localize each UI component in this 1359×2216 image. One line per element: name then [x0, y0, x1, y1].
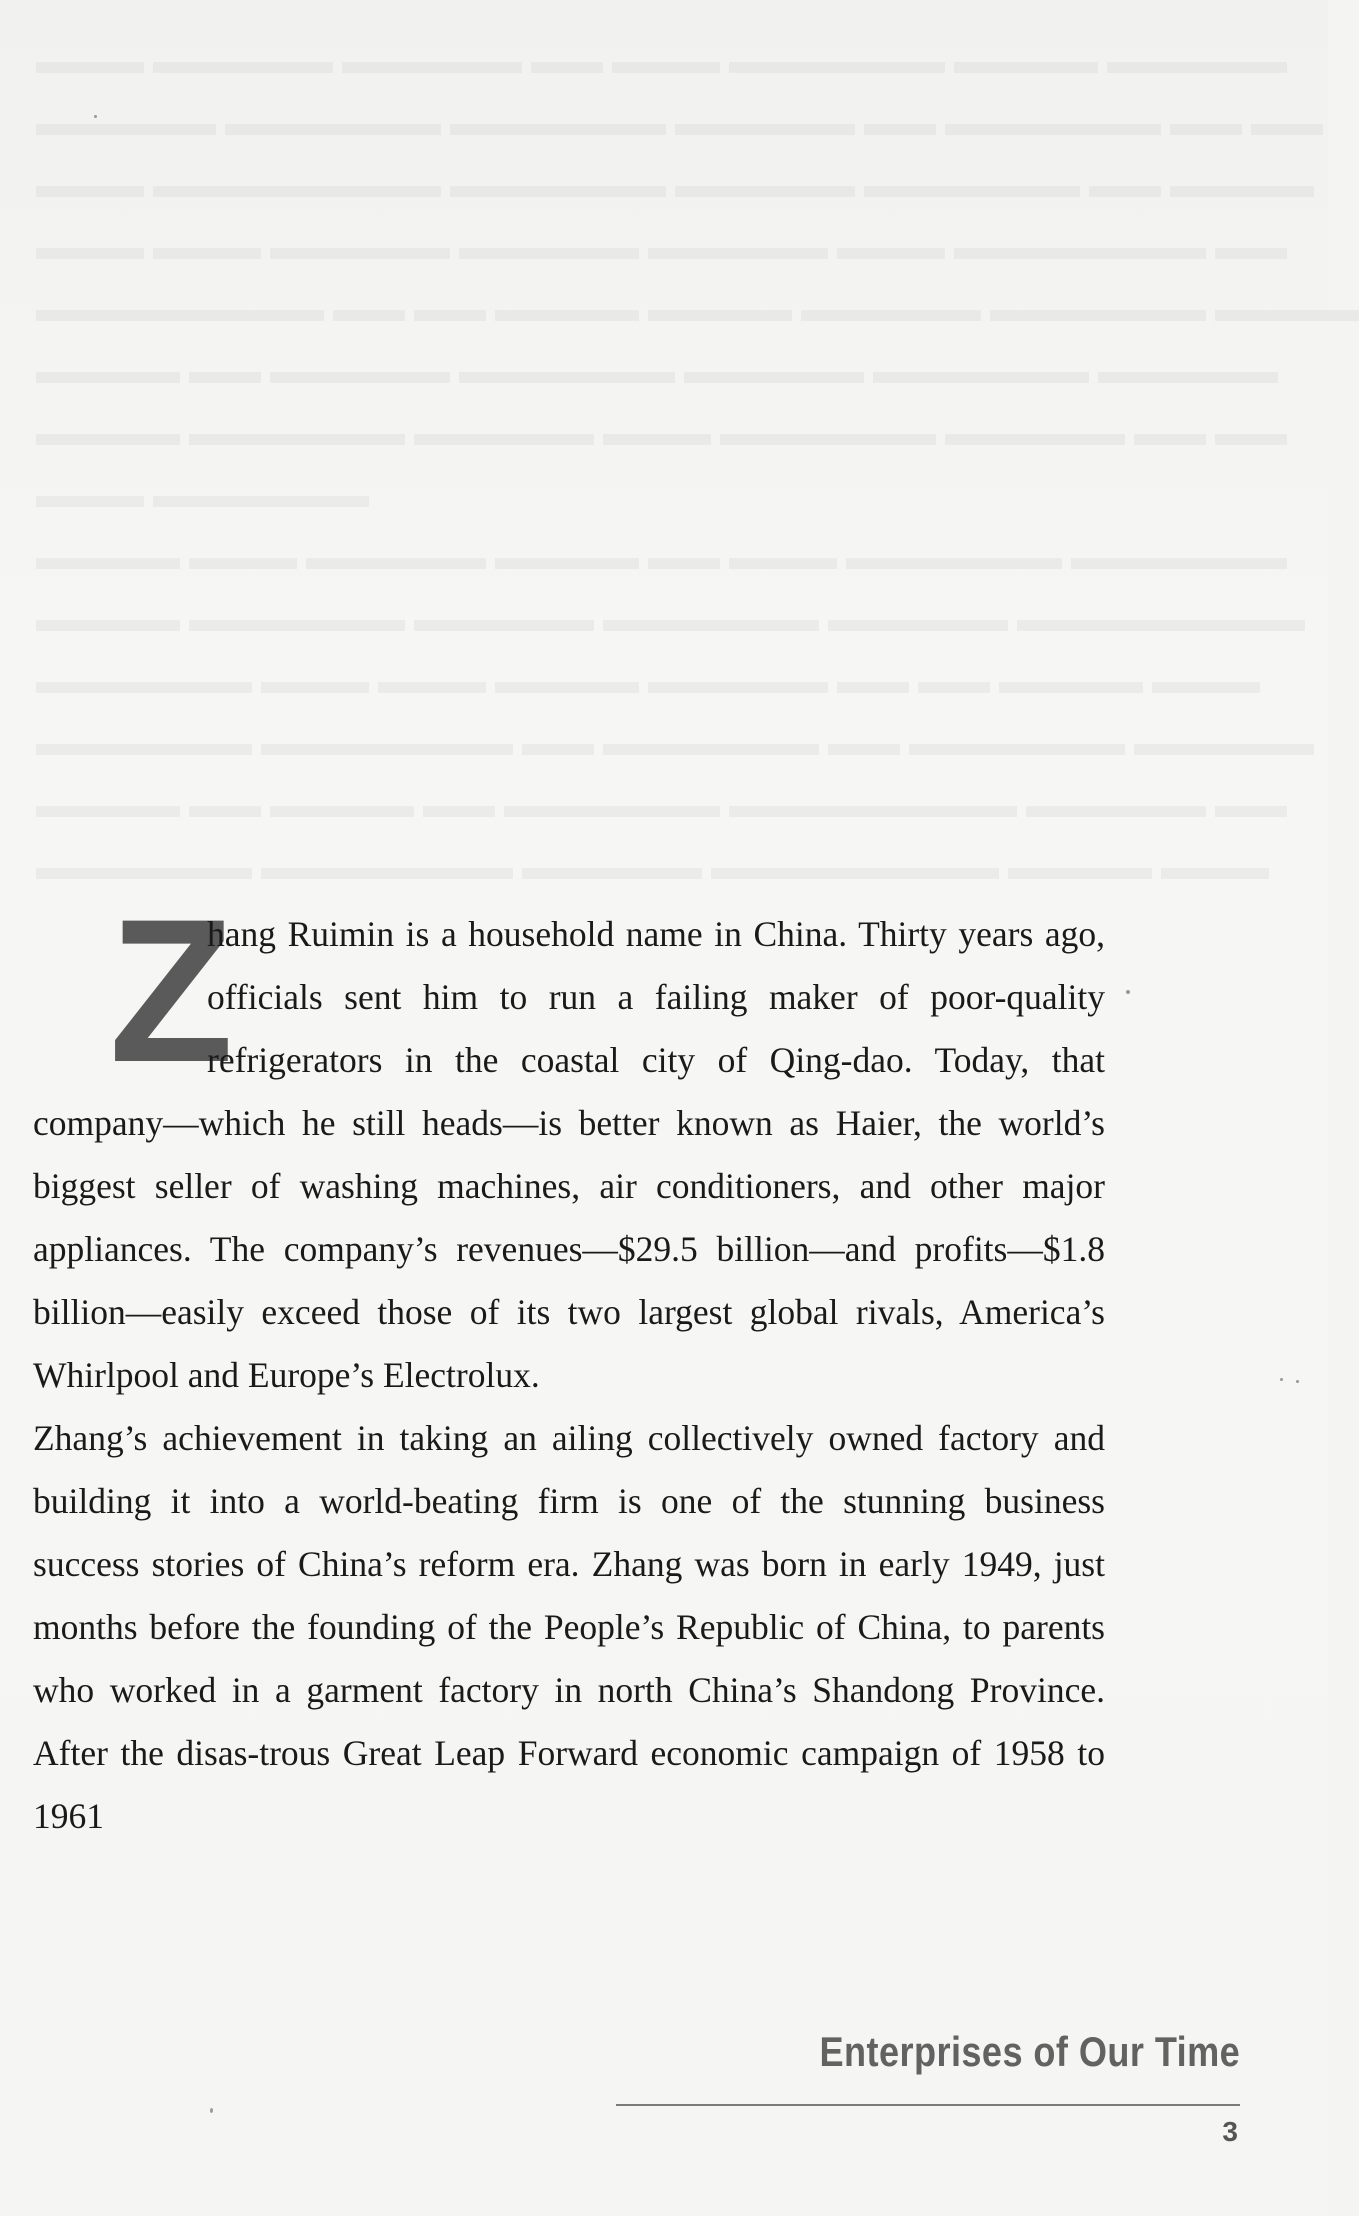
- main-text: [33, 877, 1105, 1848]
- running-footer-title: Enterprises of Our Time: [819, 2028, 1240, 2075]
- footer-divider: [616, 2104, 1240, 2106]
- page-number: 3: [1222, 2116, 1238, 2147]
- show-through-background: ▬▬▬ ▬▬▬▬▬ ▬▬▬▬▬ ▬▬ ▬▬▬ ▬▬▬▬▬▬ ▬▬▬▬ ▬▬▬▬▬ ▬▬▬▬▬ ▬▬▬▬▬▬ ▬▬▬▬▬▬ ▬▬▬▬▬ ▬▬ ▬▬▬▬▬▬ ▬▬ ▬▬ ▬▬▬ ▬▬▬▬▬▬▬▬ ▬▬▬▬▬▬ ▬▬▬▬▬ ▬▬▬▬▬▬ ▬▬ ▬▬▬▬ ▬▬▬ ▬▬▬ ▬▬▬▬▬ ▬▬▬▬▬ ▬▬▬▬▬ ▬▬▬ ▬▬▬▬▬▬▬ ▬▬ ▬▬▬▬▬▬▬▬ ▬▬ ▬▬ ▬▬▬▬ ▬▬▬▬ ▬▬▬▬▬ ▬▬▬▬▬▬ ▬▬▬▬ ▬▬▬▬ ▬▬ ▬▬▬▬▬ ▬▬▬▬▬▬ ▬▬▬▬▬ ▬▬▬▬▬▬ ▬▬▬▬▬ ▬▬▬▬ ▬▬▬▬▬▬ ▬▬▬▬▬ ▬▬▬ ▬▬▬▬▬▬ ▬▬▬▬▬ ▬▬ ▬▬ ▬▬▬ ▬▬▬▬▬▬ ▬▬▬▬ ▬▬▬ ▬▬▬▬▬ ▬▬▬▬ ▬▬ ▬▬▬ ▬▬▬▬▬▬ ▬▬▬▬▬▬ ▬▬▬▬ ▬▬▬▬▬▬ ▬▬▬▬▬ ▬▬▬▬▬▬ ▬▬▬▬▬ ▬▬▬▬▬▬▬▬ ▬▬▬▬▬▬ ▬▬▬ ▬▬▬ ▬▬▬▬ ▬▬▬▬▬ ▬▬ ▬▬ ▬▬▬▬ ▬▬▬ ▬▬▬▬▬▬ ▬▬▬▬▬▬▬ ▬▬ ▬▬▬▬▬▬ ▬▬ ▬▬▬▬▬▬ ▬▬▬▬▬ ▬▬▬▬ ▬▬ ▬▬▬▬ ▬▬ ▬▬▬▬▬▬ ▬▬▬▬▬▬▬▬ ▬▬▬▬▬ ▬▬ ▬▬▬▬▬▬ ▬▬▬▬▬▬▬ ▬▬▬▬▬ ▬▬▬▬▬▬▬▬ ▬▬▬▬ ▬▬▬: [36, 41, 1359, 887]
- paper-speck: [1280, 1378, 1283, 1381]
- drop-cap: Z: [109, 877, 230, 1105]
- opening-paragraph-text: hang Ruimin is a household name in China. Thirty years ago, officials sent him to run a failing maker of poor-quality refrigerators in the coastal city of Qing-dao. Today, that company—which he still heads—is better known as Haier, the world’s biggest seller of washing machines, air conditioners, and other major appliances. The company’s revenues—$29.5 billion—and profits—$1.8 billion—easily exceed those of its two largest global rivals, America’s Whirlpool and Europe’s Electrolux.: [33, 914, 1105, 1395]
- paper-speck: [1296, 1380, 1299, 1383]
- opening-paragraph: [33, 877, 1105, 1407]
- second-paragraph: Zhang’s achievement in taking an ailing collectively owned factory and building it into a world-beating firm is one of the stunning business success stories of China’s reform era. Zhang was born in early 1949, just months before the founding of the People’s Republic of China, to parents who worked in a garment factory in north China’s Shandong Province. After the disas-trous Great Leap Forward economic campaign of 1958 to 1961: [33, 1418, 1105, 1836]
- paper-speck: [94, 115, 97, 118]
- paper-speck: [210, 2108, 213, 2113]
- paper-speck: [1126, 990, 1130, 994]
